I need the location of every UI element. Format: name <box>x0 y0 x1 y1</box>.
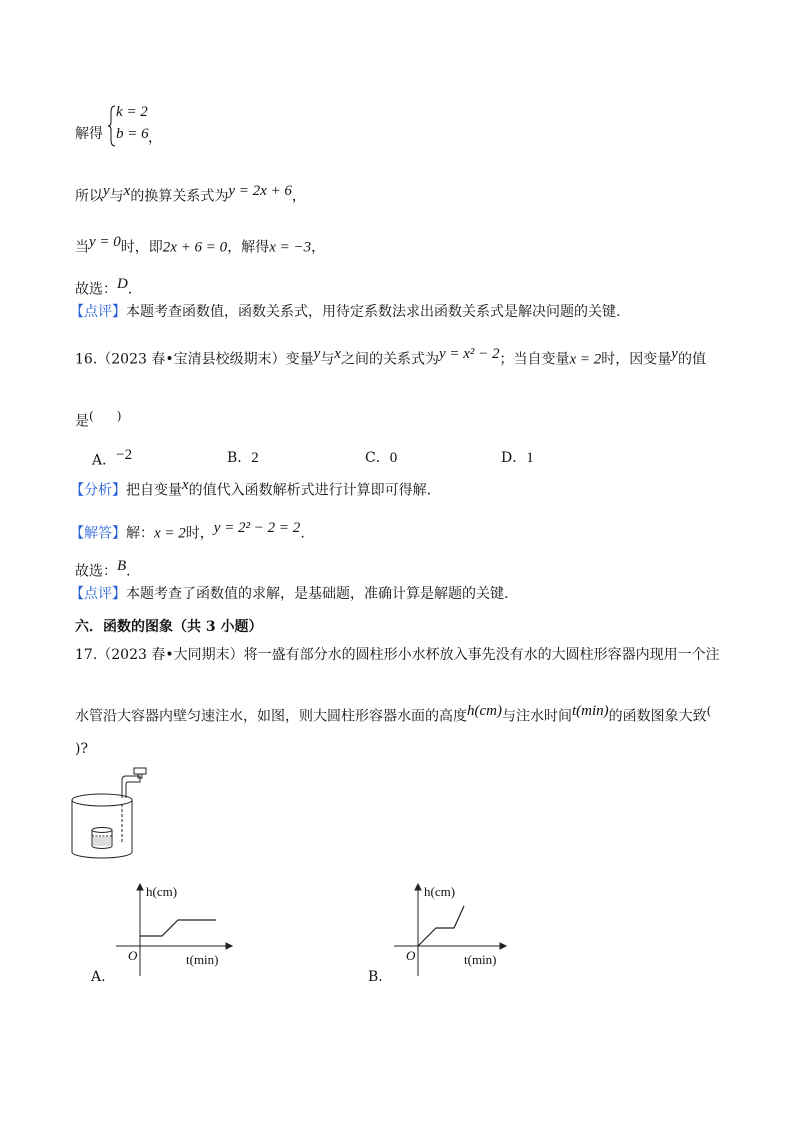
x-axis-label: t(min) <box>464 952 497 967</box>
q17-text4: 的函数图象大致 <box>608 708 707 725</box>
review-line-2 <box>70 584 508 604</box>
option-value: 1 <box>526 450 534 466</box>
x-axis-label: t(min) <box>186 952 219 967</box>
graph-a <box>110 880 240 990</box>
option-value: 2 <box>251 450 259 466</box>
relation-text: 的换算关系式为 <box>130 188 229 205</box>
x-arrow-icon <box>226 943 232 949</box>
q16-answer <box>70 518 305 544</box>
when-eq: 2x + 6 = 0 <box>162 239 228 256</box>
analysis-text1: 把自变量 <box>126 482 182 499</box>
brace-icon <box>108 104 116 148</box>
system-line <box>75 124 103 144</box>
when-suffix: ， <box>311 239 326 256</box>
q16-paren: ( ) <box>89 409 122 423</box>
when-mid: 时，即 <box>120 239 163 256</box>
q16-var-y2: y <box>671 346 678 362</box>
q16-formula: y = x² − 2 <box>438 346 500 362</box>
option-value: 0 <box>389 450 398 466</box>
y-axis-label: h(cm) <box>146 884 178 899</box>
review-text: 本题考查了函数值的求解，是基础题，准确计算是解题的关键. <box>126 586 509 602</box>
q16-var-y: y <box>313 346 321 362</box>
when-cond: y = 0 <box>89 234 121 250</box>
q16-text2: 与 <box>320 351 335 368</box>
relation-suffix: ， <box>291 188 306 205</box>
q17-stem-2 <box>75 701 711 727</box>
q16-var-x: x <box>334 346 341 362</box>
choose-line-2 <box>75 556 131 582</box>
q17-stem-3: )? <box>75 741 88 757</box>
system-prefix: 解得 <box>75 126 103 142</box>
choose-pre: 故选： <box>75 563 117 580</box>
q16-number: 16. <box>75 351 98 368</box>
graph-b <box>388 880 518 990</box>
system-row-1: k = 2 <box>116 104 148 120</box>
faucet-handle <box>134 768 146 774</box>
q16-option-a <box>92 447 132 470</box>
graph-a-label: A. <box>91 969 106 985</box>
var-y: y <box>103 183 110 199</box>
q17-paren-open: ( <box>706 704 712 718</box>
review-line-1 <box>70 302 620 322</box>
analysis-tag: 【分析】 <box>70 482 126 499</box>
when-result: x = −3 <box>269 239 312 256</box>
review-tag: 【点评】 <box>70 304 126 320</box>
graph-b-label: B. <box>368 969 383 985</box>
answer-cond: x = 2 <box>154 525 186 542</box>
q16-text6: 的值 <box>677 351 706 368</box>
q16-option-d <box>501 447 534 467</box>
x-arrow-icon <box>500 943 506 949</box>
q17-number: 17. <box>75 647 98 663</box>
option-label: A． <box>92 452 117 469</box>
origin-label: O <box>406 948 416 963</box>
y-arrow-icon <box>137 884 143 890</box>
choose-pre: 故选： <box>75 281 117 298</box>
q17-text1: 将一盛有部分水的圆柱形小水杯放入事先没有水的大圆柱形容器内现用一个注 <box>243 647 720 663</box>
y-axis-label: h(cm) <box>424 884 456 899</box>
option-label: D． <box>501 450 527 466</box>
answer-formula: y = 2² − 2 = 2 <box>213 520 301 536</box>
q16-stem-2 <box>75 406 121 432</box>
choose-line-1 <box>75 274 132 300</box>
q17-h-var: h(cm) <box>467 703 502 719</box>
relation-mid: 与 <box>109 188 124 205</box>
graph-a-curve <box>140 920 216 936</box>
y-arrow-icon <box>415 884 421 890</box>
var-x: x <box>123 183 131 199</box>
answer-tag: 【解答】 <box>70 525 126 542</box>
when-line <box>75 232 325 258</box>
q17-t-var: t(min) <box>571 703 609 719</box>
q16-source: （2023 春•宝清县校级期末） <box>97 351 286 368</box>
q17-text2: 水管沿大容器内壁匀速注水，如图，则大圆柱形容器水面的高度 <box>75 708 467 725</box>
q16-text7: 是 <box>75 413 89 430</box>
q17-source: （2023 春•大同期末） <box>97 647 244 663</box>
answer-text1: 解： <box>126 525 154 542</box>
container-illustration <box>66 764 166 868</box>
q16-cond: x = 2 <box>569 351 602 368</box>
when-mid2: ，解得 <box>227 239 270 256</box>
q16-text4: ；当自变量 <box>499 351 570 368</box>
option-label: C． <box>365 450 390 466</box>
analysis-var: x <box>182 477 189 493</box>
origin-label: O <box>128 948 138 963</box>
choose-letter: B <box>117 558 127 574</box>
relation-line <box>75 181 306 207</box>
answer-suffix: . <box>300 525 305 542</box>
system-row-2: b = 6 <box>116 126 149 142</box>
review-text: 本题考查函数值，函数关系式，用待定系数法求出函数关系式是解决问题的关键. <box>126 304 621 320</box>
q17-stem-1 <box>75 645 720 665</box>
section-title: 六．函数的图象（共 3 小题） <box>75 619 263 635</box>
choose-letter: D <box>117 276 128 292</box>
q16-option-c <box>365 447 397 467</box>
when-pre: 当 <box>75 239 89 256</box>
q16-text1: 变量 <box>285 351 314 368</box>
q16-text5: 时，因变量 <box>601 351 672 368</box>
option-label: B． <box>227 450 252 466</box>
review-tag: 【点评】 <box>70 586 126 602</box>
relation-pre: 所以 <box>75 188 103 205</box>
graph-b-curve <box>418 906 464 946</box>
q16-analysis <box>70 475 431 501</box>
q16-text3: 之间的关系式为 <box>340 351 439 368</box>
option-value: −2 <box>116 447 133 463</box>
relation-formula: y = 2x + 6 <box>228 183 292 199</box>
q17-text3: 与注水时间 <box>501 708 572 725</box>
answer-text2: 时， <box>185 525 214 542</box>
choose-suffix: . <box>127 281 133 298</box>
system-suffix: ， <box>148 130 162 146</box>
analysis-text2: 的值代入函数解析式进行计算即可得解. <box>188 482 432 499</box>
q16-stem <box>75 344 706 370</box>
choose-suffix: . <box>126 563 131 580</box>
q16-option-b <box>227 447 259 467</box>
